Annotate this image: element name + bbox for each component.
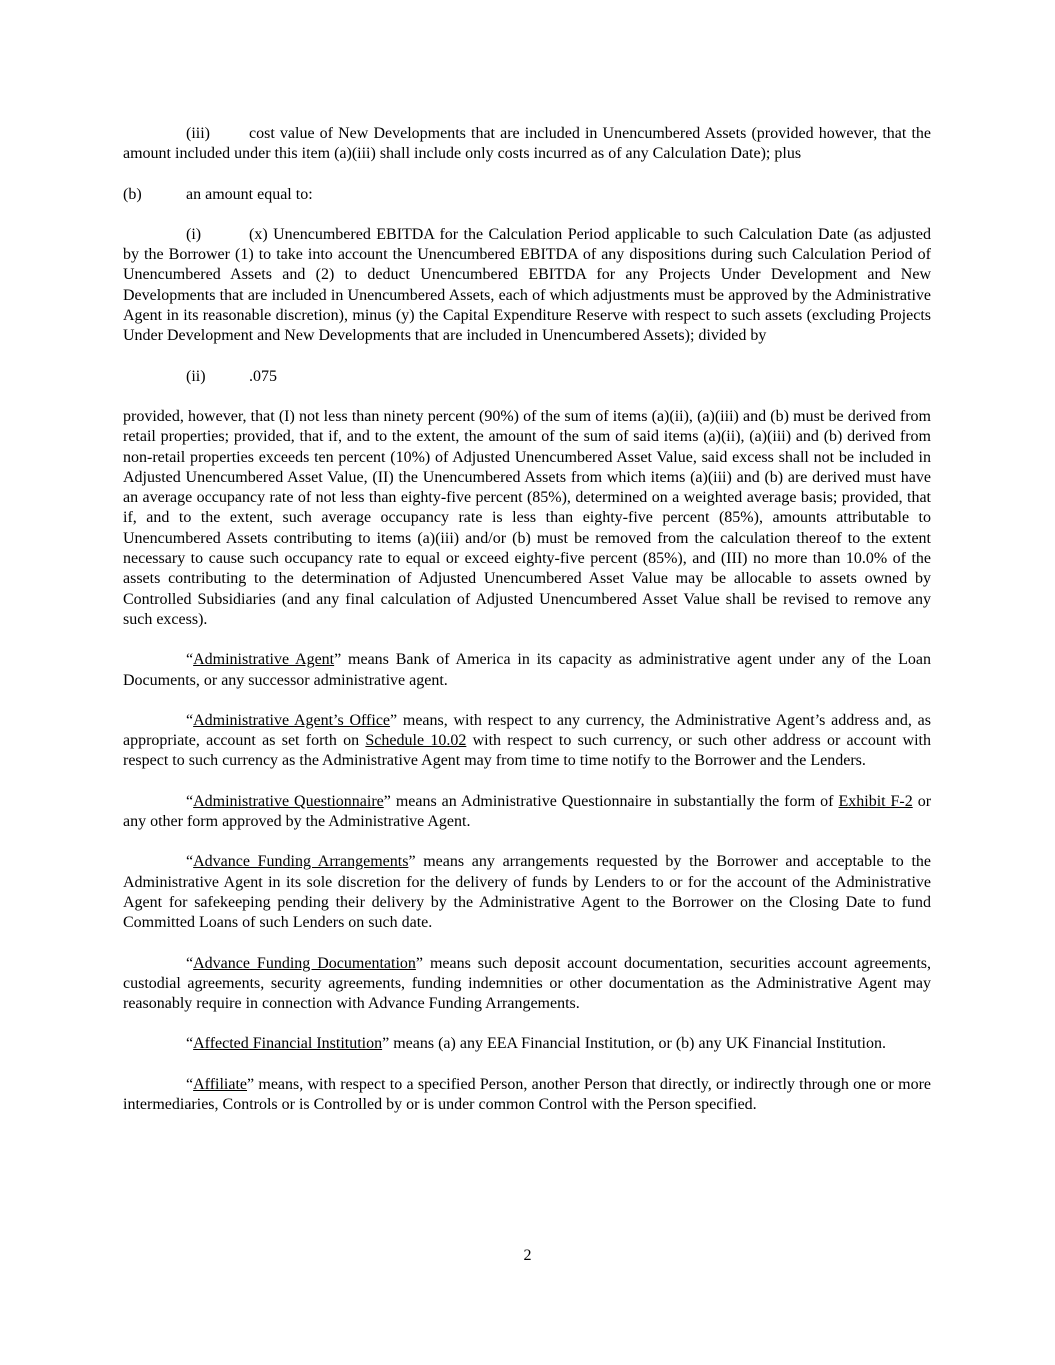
def-administrative-agents-office (123, 711, 931, 772)
text-run: ” means an Administrative Questionnaire in substantially the form of (383, 792, 839, 810)
text-run: ” means, with respect to a specified Person, another Person that directly, or indirectly through one or more intermediaries, Controls or is Controlled by or is under common Control with the Person specified. (123, 1075, 931, 1113)
document-body (123, 124, 931, 1135)
text-run: ” means, with respect to any currency, the Administrative Agent’s address and, as appropriate, account as set forth on (123, 711, 931, 750)
text-run: ” means any arrangements requested by the Borrower and acceptable to the Administrative Agent in its sole discretion for the delivery of funds by Lenders to or for the account of the Administrative Agent for safekeeping pending their delivery by the Administrative Agent to the Borrower on the Closing Date to fund Committed Loans of such Lenders on such date. (123, 853, 932, 932)
text-run: cost value of New Developments that are included in Unencumbered Assets (provided however, that the amount included under this item (a)(iii) shall include only costs incurred as of any Calculation Date); plus (123, 125, 931, 163)
def-advance-funding-documentation (123, 954, 931, 1015)
clause-b-i (123, 225, 931, 347)
proviso-paragraph (123, 407, 931, 630)
text-run: .075 (249, 367, 277, 385)
defined-term-administrative-agents-office: Administrative Agent’s Office (193, 711, 391, 729)
def-administrative-questionnaire (123, 792, 931, 833)
def-affiliate (123, 1075, 931, 1116)
clause-label: (i) (186, 225, 202, 243)
defined-term-affiliate: Affiliate (193, 1075, 248, 1093)
clause-b-ii (123, 367, 931, 387)
text-run: (x) Unencumbered EBITDA for the Calculation Period applicable to such Calculation Date (as adjusted by the Borrower (1) to take into account the Unencumbered EBITDA of any dispositions during such Calculation Period of Unencumbered Assets and (2) to deduct Unencumbered EBITDA for any Projects Under Development and New Developments that are included in Unencumbered Assets, each of which adjustments must be approved by the Administrative Agent in its reasonable discretion), minus (y) the Capital Expenditure Reserve with respect to such assets (excluding Projects Under Development and New Developments that are included in Unencumbered Assets); divided by (123, 225, 931, 345)
def-affected-financial-institution (123, 1034, 931, 1054)
cross-reference-schedule-10-02: Schedule 10.02 (365, 732, 467, 750)
text-run: “ (186, 792, 194, 810)
defined-term-administrative-questionnaire: Administrative Questionnaire (193, 792, 384, 810)
text-run: ” means Bank of America in its capacity as administrative agent under any of the Loan Documents, or any successor administrative agent. (123, 651, 932, 689)
def-advance-funding-arrangements (123, 852, 931, 933)
clause-a-iii (123, 124, 931, 165)
text-run: “ (186, 853, 194, 871)
clause-label: (b) (123, 185, 142, 203)
clause-b (123, 185, 931, 205)
def-administrative-agent (123, 650, 931, 691)
text-run: an amount equal to: (186, 185, 313, 203)
defined-term-affected-financial-institution: Affected Financial Institution (193, 1035, 383, 1053)
text-run: “ (186, 651, 194, 669)
text-run: provided, however, that (I) not less than ninety percent (90%) of the sum of items (a)(ii), (a)(iii) and (b) must be derived from retail properties; provided, that if, and to the extent, the amount of the sum of said items (a)(ii), (a)(iii) and (b) derived from non-retail properties exceeds ten percent (10%) of Adjusted Unencumbered Asset Value, said excess shall not be included in Adjusted Unencumbered Asset Value, (II) the Unencumbered Assets from which items (a)(iii) and (b) are derived must have an average occupancy rate of not less than eighty-five percent (85%), determined on a weighted average basis; provided, that if, and to the extent, such average occupancy rate is less than eighty-five percent (85%), amounts attributable to Unencumbered Assets contributing to items (a)(iii) and/or (b) must be removed from the calculation thereof to the extent necessary to cause such occupancy rate to equal or exceed eighty-five percent (85%), and (III) no more than 10.0% of the assets contributing to the determination of Adjusted Unencumbered Asset Value may be allocable to assets owned by Controlled Subsidiaries (and any final calculation of Adjusted Unencumbered Asset Value shall be revised to remove any such excess). (123, 407, 931, 628)
defined-term-administrative-agent: Administrative Agent (193, 651, 335, 669)
text-run: or any other form approved by the Administrative Agent. (123, 792, 932, 831)
text-run: with respect to such currency, or such other address or account with respect to such currency as the Administrative Agent may from time to time notify to the Borrower and the Lenders. (123, 732, 931, 770)
text-run: ” means (a) any EEA Financial Institution, or (b) any UK Financial Institution. (382, 1035, 886, 1053)
page-number: 2 (523, 1247, 532, 1264)
defined-term-advance-funding-documentation: Advance Funding Documentation (193, 954, 416, 972)
page-footer (0, 1246, 1055, 1266)
clause-label: (ii) (186, 367, 206, 385)
text-run: “ (186, 1035, 194, 1053)
text-run: ” means such deposit account documentation, securities account agreements, custodial agreements, security agreements, funding indemnities or other documentation as the Administrative Agent may reasonably require in connection with Advance Funding Arrangements. (123, 954, 931, 1013)
text-run: “ (186, 711, 194, 729)
text-run: “ (186, 954, 194, 972)
defined-term-advance-funding-arrangements: Advance Funding Arrangements (193, 853, 409, 871)
clause-label: (iii) (186, 125, 210, 142)
text-run: “ (186, 1075, 194, 1093)
cross-reference-exhibit-f-2: Exhibit F-2 (838, 792, 913, 810)
